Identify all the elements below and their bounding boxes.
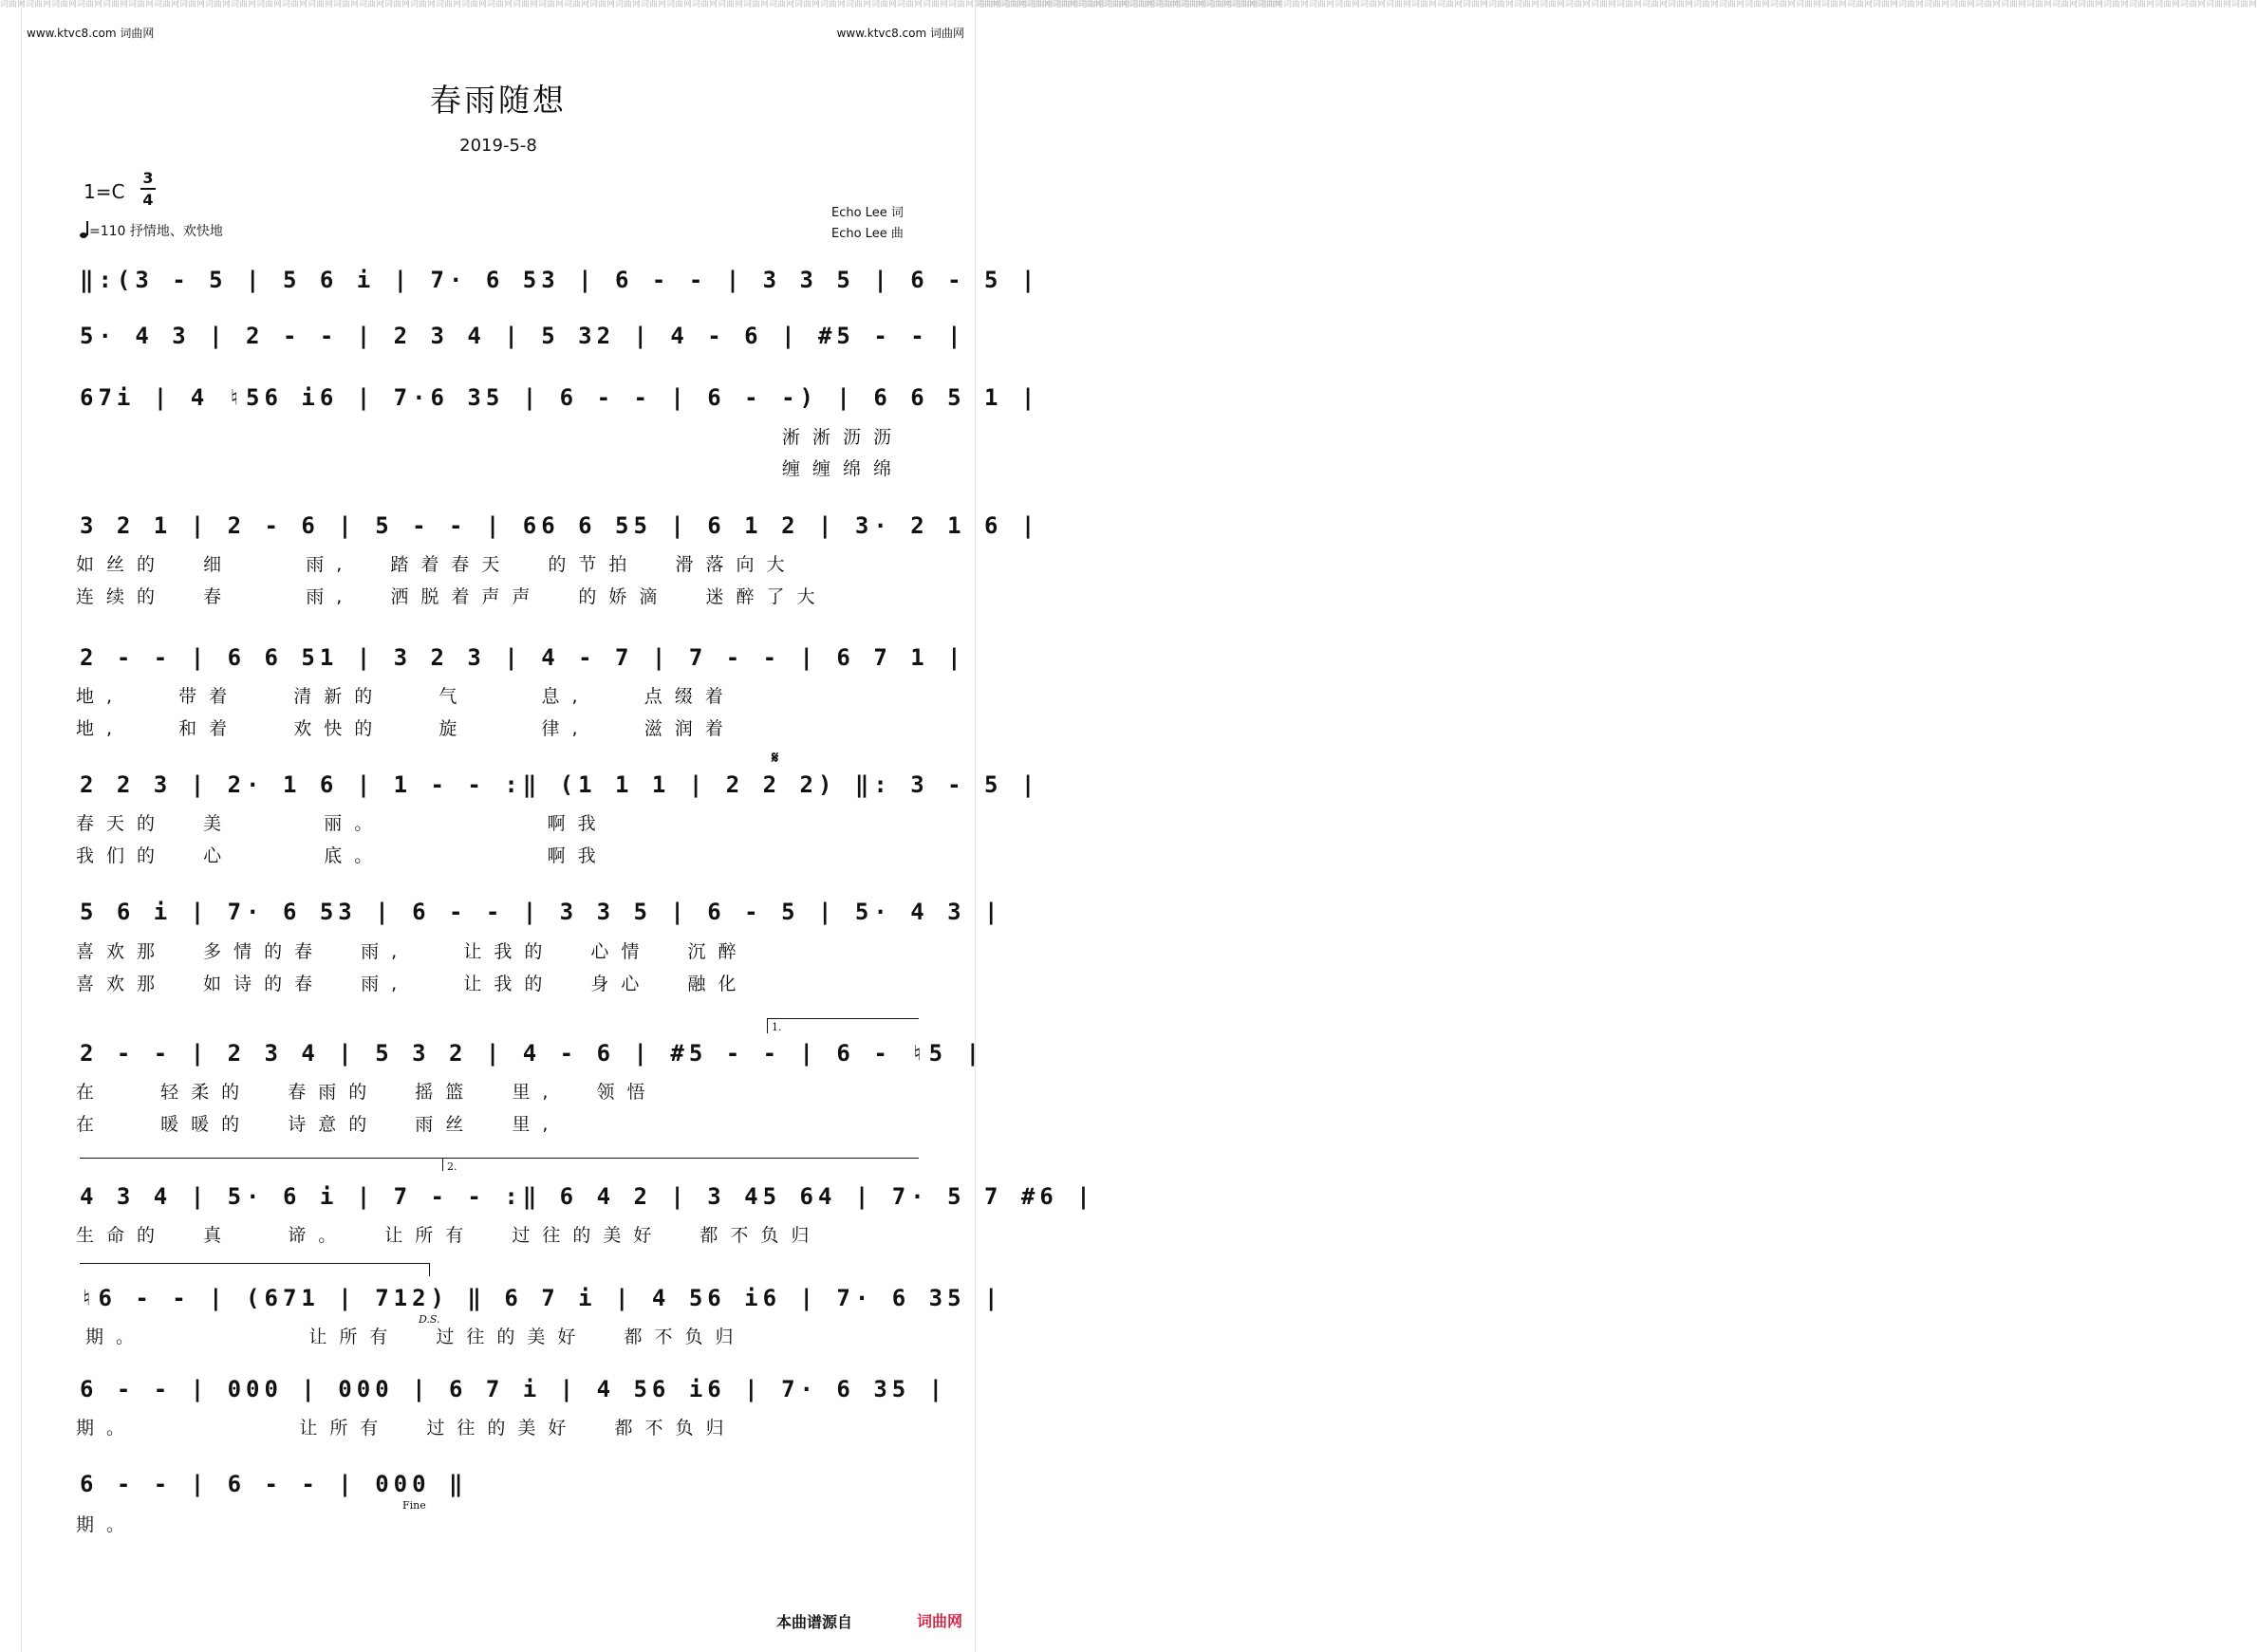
site-logo[interactable]: 词曲网 bbox=[917, 1612, 963, 1630]
site-url-right[interactable]: www.ktvc8.com 词曲网 bbox=[836, 27, 964, 40]
lyric-line-5-verse-2: 地, 和着 欢快的 旋 律, 滋润着 bbox=[76, 718, 736, 739]
score-line-2: 5· 4 3 | 2 - - | 2 3 4 | 5 32 | 4 - 6 | #5 - - | bbox=[80, 323, 966, 349]
volta-2-label: 2. bbox=[447, 1160, 457, 1173]
fine-mark: Fine bbox=[402, 1499, 426, 1512]
score-line-9: 4 3 4 | 5· 6 i | 7 - - :‖ 6 4 2 | 3 45 64 | 7· 5 7 #6 | bbox=[80, 1183, 1095, 1210]
time-signature-bottom: 4 bbox=[142, 191, 154, 209]
volta-1-end-bracket bbox=[80, 1263, 429, 1264]
lyric-line-4-verse-1: 如丝的 细 雨, 踏着春天 的节拍 滑落向大 bbox=[76, 554, 797, 575]
source-note: 本曲谱源自 bbox=[776, 1613, 853, 1631]
lyric-line-7-verse-1: 喜欢那 多情的春 雨, 让我的 心情 沉醉 bbox=[76, 941, 749, 962]
time-signature bbox=[140, 169, 156, 210]
song-title: 春雨随想 bbox=[430, 82, 567, 119]
lyric-line-8-verse-1: 在 轻柔的 春雨的 摇篮 里, 领悟 bbox=[76, 1082, 658, 1103]
lyric-line-6-verse-1: 春天的 美 丽。 啊我 bbox=[76, 813, 608, 834]
site-url-left[interactable]: www.ktvc8.com 词曲网 bbox=[27, 27, 155, 40]
key-signature: 1=C bbox=[84, 180, 125, 203]
score-line-8: 2 - - | 2 3 4 | 5 3 2 | 4 - 6 | #5 - - | 6 - ♮5 | bbox=[80, 1040, 985, 1067]
score-line-1: ‖:(3 - 5 | 5 6 i | 7· 6 53 | 6 - - | 3 3 5 | 6 - 5 | bbox=[80, 267, 1040, 293]
score-line-11: 6 - - | 000 | 000 | 6 7 i | 4 56 i6 | 7· 6 35 | bbox=[80, 1376, 948, 1402]
score-line-4: 3 2 1 | 2 - 6 | 5 - - | 66 6 55 | 6 1 2 | 3· 2 1 6 | bbox=[80, 512, 1040, 539]
lyric-line-4-verse-2: 连续的 春 雨, 洒脱着声声 的娇滴 迷醉了大 bbox=[76, 586, 828, 607]
song-date: 2019-5-8 bbox=[459, 136, 537, 156]
lyricist-credit: Echo Lee 词 bbox=[831, 206, 904, 220]
quarter-note-icon bbox=[80, 221, 89, 238]
lyric-line-9: 生命的 真 谛。 让所有 过往的美好 都不负归 bbox=[76, 1225, 822, 1246]
lyric-line-3-verse-2: 缠缠绵绵 bbox=[782, 458, 905, 479]
volta-1-bracket bbox=[767, 1018, 919, 1019]
watermark-strip-left: 词曲网词曲网词曲网词曲网词曲网词曲网词曲网词曲网词曲网词曲网词曲网词曲网词曲网词曲网词曲网词曲网词曲网词曲网词曲网词曲网词曲网词曲网词曲网词曲网词曲网词曲网词曲网词曲网词曲网词曲网词曲网词曲网词曲网词曲网词曲网词曲网词曲网词曲网词曲网词曲网词曲网词曲网词曲网词曲网词曲网词曲网词曲网词曲网词曲网词曲网 bbox=[0, 0, 22, 1652]
lyric-line-11: 期。 让所有 过往的美好 都不负归 bbox=[76, 1418, 737, 1439]
lyric-line-6-verse-2: 我们的 心 底。 啊我 bbox=[76, 845, 608, 866]
volta-1-bracket-edge bbox=[767, 1018, 768, 1033]
credits bbox=[831, 203, 904, 245]
score-line-3: 67i | 4 ♮56 i6 | 7·6 35 | 6 - - | 6 - -) | 6 6 5 1 | bbox=[80, 384, 1040, 411]
time-signature-bar bbox=[140, 188, 156, 190]
lyric-line-12: 期。 bbox=[76, 1514, 138, 1535]
time-signature-top: 3 bbox=[142, 169, 154, 187]
lyric-line-10: 期。 让所有 过往的美好 都不负归 bbox=[85, 1327, 746, 1347]
lyric-line-8-verse-2: 在 暖暖的 诗意的 雨丝 里, bbox=[76, 1114, 561, 1135]
segno-sign: 𝄋 bbox=[772, 749, 779, 768]
tempo-marking bbox=[80, 221, 223, 240]
volta-1-continuation bbox=[80, 1158, 442, 1159]
volta-1-end-edge bbox=[429, 1263, 430, 1276]
volta-2-bracket-edge bbox=[442, 1158, 443, 1171]
score-line-6: 2 2 3 | 2· 1 6 | 1 - - :‖ (1 1 1 | 2 2 2) ‖: 3 - 5 | bbox=[80, 771, 1040, 798]
lyric-line-5-verse-1: 地, 带着 清新的 气 息, 点缀着 bbox=[76, 686, 736, 707]
volta-1-label: 1. bbox=[772, 1021, 782, 1033]
watermark-strip-right: 词曲网词曲网词曲网词曲网词曲网词曲网词曲网词曲网词曲网词曲网词曲网词曲网词曲网词曲网词曲网词曲网词曲网词曲网词曲网词曲网词曲网词曲网词曲网词曲网词曲网词曲网词曲网词曲网词曲网词曲网词曲网词曲网词曲网词曲网词曲网词曲网词曲网词曲网词曲网词曲网词曲网词曲网词曲网词曲网词曲网词曲网词曲网词曲网词曲网词曲网 bbox=[975, 0, 997, 1652]
score-line-7: 5 6 i | 7· 6 53 | 6 - - | 3 3 5 | 6 - 5 | 5· 4 3 | bbox=[80, 899, 1003, 925]
composer-credit: Echo Lee 曲 bbox=[831, 227, 904, 241]
score-line-5: 2 - - | 6 6 51 | 3 2 3 | 4 - 7 | 7 - - | 6 7 1 | bbox=[80, 644, 966, 671]
score-line-12: 6 - - | 6 - - | 000 ‖ bbox=[80, 1471, 468, 1497]
score-line-10: ♮6 - - | (671 | 712) ‖ 6 7 i | 4 56 i6 | 7· 6 35 | bbox=[80, 1285, 1003, 1311]
lyric-line-3-verse-1: 淅淅沥沥 bbox=[782, 427, 905, 448]
ds-mark: D.S. bbox=[419, 1313, 440, 1326]
tempo-text: =110 抒情地、欢快地 bbox=[89, 224, 223, 239]
volta-2-bracket bbox=[442, 1158, 919, 1159]
lyric-line-7-verse-2: 喜欢那 如诗的春 雨, 让我的 身心 融化 bbox=[76, 974, 749, 994]
